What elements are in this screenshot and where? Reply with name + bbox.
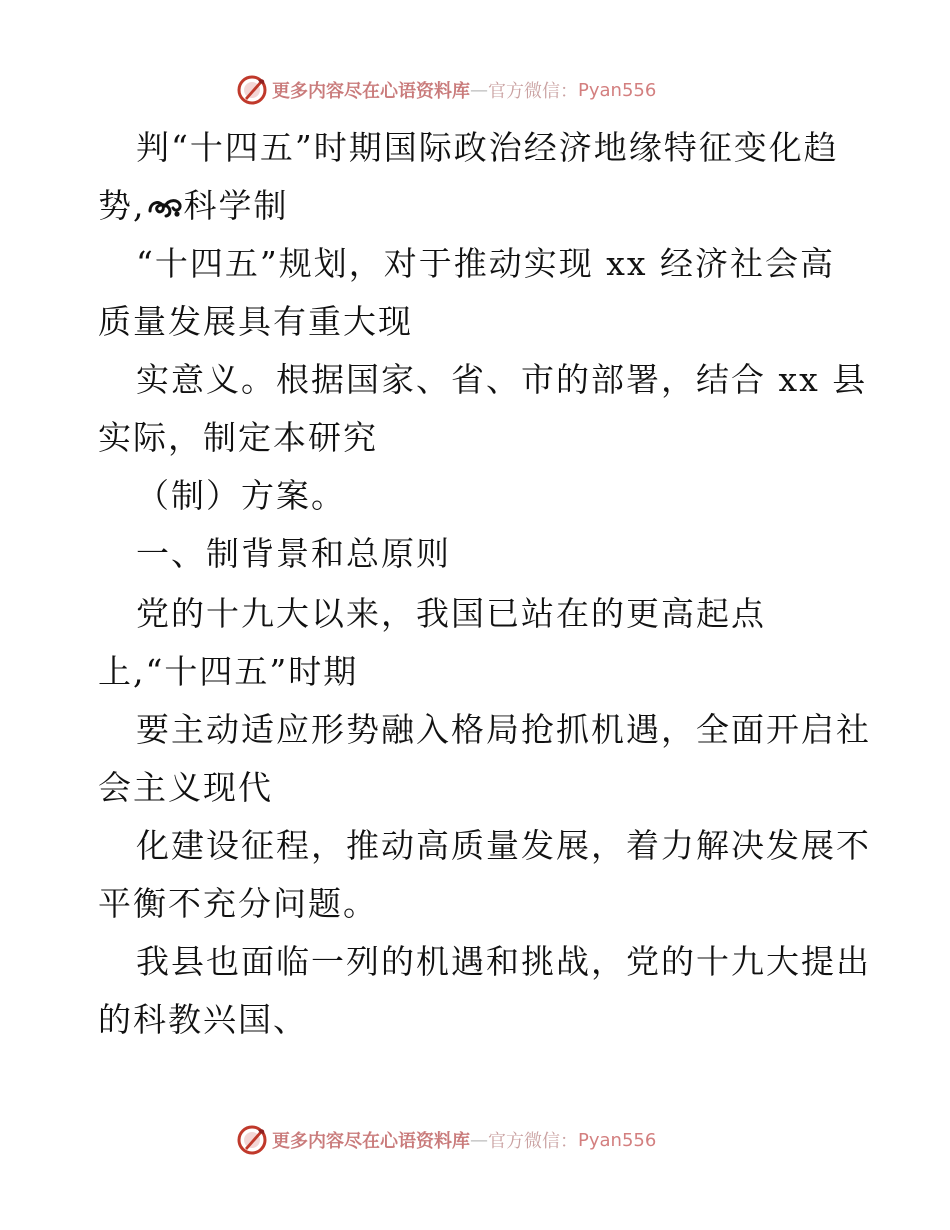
footer-wechat-label: 官方微信： xyxy=(488,1131,578,1152)
body-line-11: 要主动适应形势融入格局抢抓机遇，全面开启社 xyxy=(136,710,871,749)
header-brand-text: 更多内容尽在心语资料库 xyxy=(272,81,470,102)
body-line-2-start: 势, xyxy=(98,186,146,225)
header-separator: — xyxy=(470,79,488,101)
body-line-5: 实意义。根据国家、省、市的部署，结合 xx 县 xyxy=(136,360,868,399)
body-line-3: “十四五”规划，对于推动实现 xx 经济社会高 xyxy=(136,244,835,283)
header-wechat-id: Pyan556 xyxy=(578,79,657,101)
footer-separator: — xyxy=(470,1129,488,1151)
body-line-16: 的科教兴国、 xyxy=(98,1000,308,1039)
section-heading: 一、制背景和总原则 xyxy=(136,534,451,573)
footer-brand-text: 更多内容尽在心语资料库 xyxy=(272,1131,470,1152)
body-line-2 xyxy=(98,186,858,226)
body-line-4: 质量发展具有重大现 xyxy=(98,302,413,341)
body-line-2-end: 科学制 xyxy=(183,186,289,225)
footer-wechat-id: Pyan556 xyxy=(578,1129,657,1151)
quill-seal-icon xyxy=(236,74,268,106)
body-line-9: 党的十九大以来，我国已站在的更高起点 xyxy=(136,594,766,633)
header-watermark xyxy=(236,72,716,108)
body-line-10: 上,“十四五”时期 xyxy=(98,652,359,691)
quill-seal-icon xyxy=(236,1124,268,1156)
body-line-7: （制）方案。 xyxy=(136,476,346,515)
footer-watermark xyxy=(236,1122,716,1158)
body-line-1: 判“十四五”时期国际政治经济地缘特征变化趋 xyxy=(136,128,839,167)
body-line-13: 化建设征程，推动高质量发展，着力解决发展不 xyxy=(136,826,871,865)
body-line-15: 我县也面临一列的机遇和挑战，党的十九大提出 xyxy=(136,942,871,981)
body-line-12: 会主义现代 xyxy=(98,768,273,807)
body-line-6: 实际，制定本研究 xyxy=(98,418,378,457)
body-line-14: 平衡不充分问题。 xyxy=(98,884,378,923)
swirl-glyph-icon xyxy=(147,194,183,220)
header-wechat-label: 官方微信： xyxy=(488,81,578,102)
